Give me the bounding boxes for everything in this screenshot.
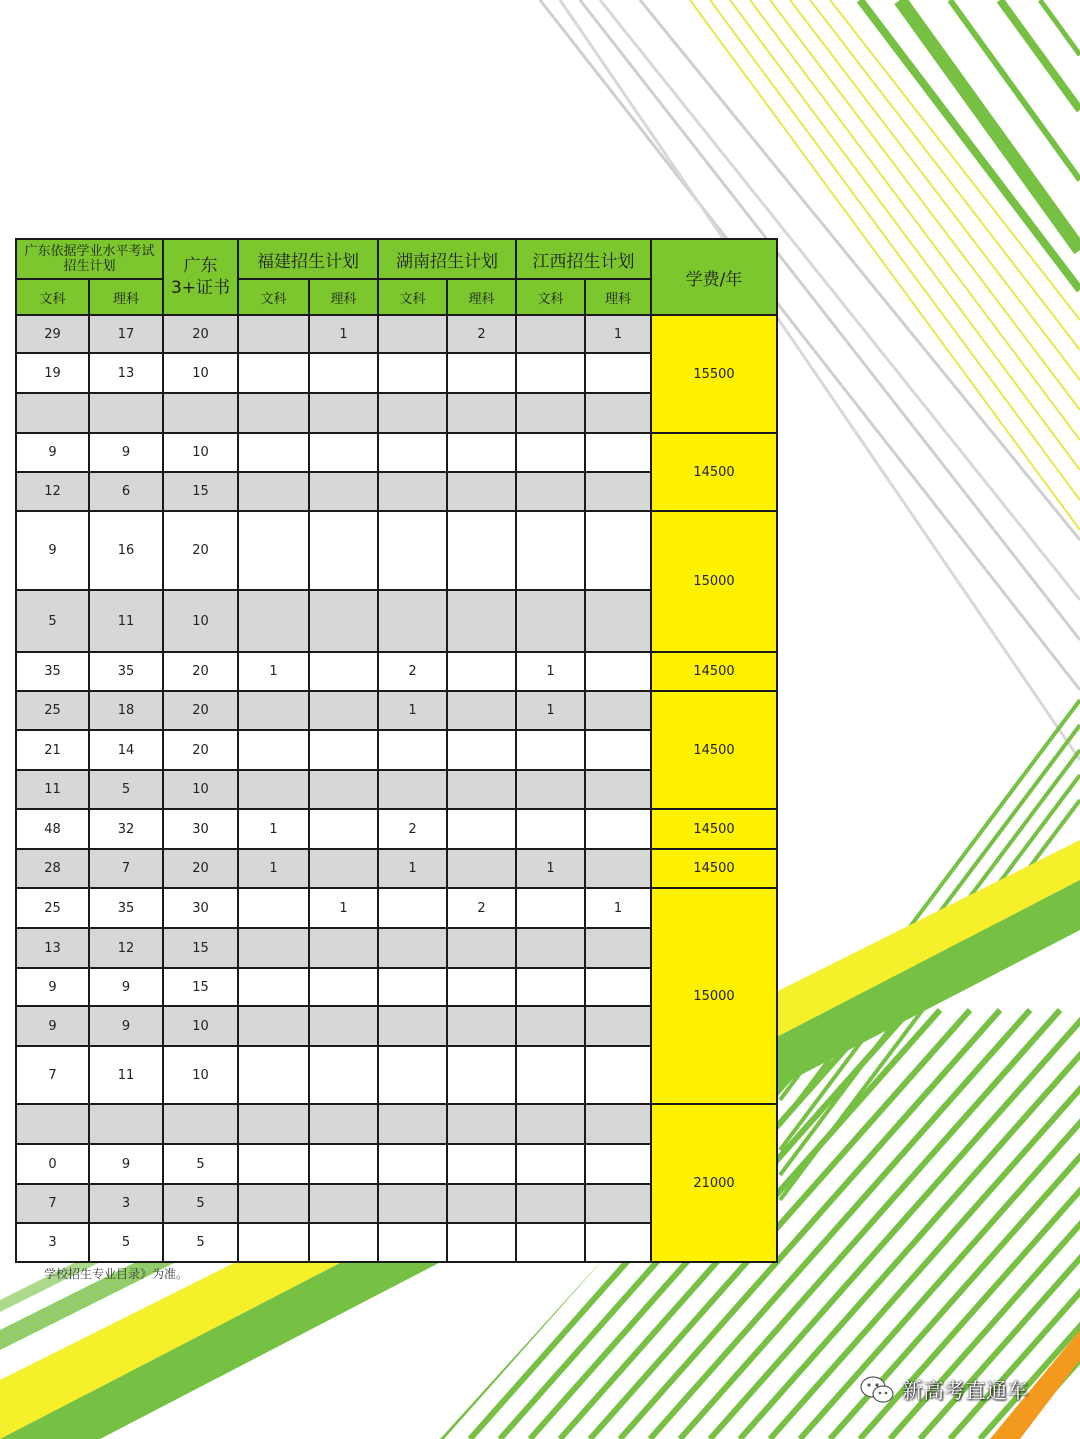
tuition-fee-cell: 15500 <box>651 315 777 433</box>
header-jx-wen: 文科 <box>516 279 585 315</box>
table-cell <box>447 353 516 393</box>
header-hunan-plan: 湖南招生计划 <box>378 239 516 279</box>
table-cell <box>309 1006 378 1046</box>
table-row <box>16 315 777 353</box>
table-cell <box>309 770 378 809</box>
header-fujian-plan: 福建招生计划 <box>238 239 378 279</box>
table-cell <box>378 730 447 770</box>
table-cell <box>238 928 309 968</box>
table-cell: 16 <box>89 511 163 590</box>
table-cell <box>309 968 378 1006</box>
header-gd-level-plan <box>16 239 163 279</box>
table-cell: 7 <box>16 1184 89 1223</box>
table-cell: 30 <box>163 888 238 928</box>
header-jx-li: 理科 <box>585 279 651 315</box>
table-cell <box>516 472 585 511</box>
table-cell <box>309 928 378 968</box>
table-cell: 9 <box>89 968 163 1006</box>
table-cell: 2 <box>447 315 516 353</box>
table-cell: 15 <box>163 928 238 968</box>
table-cell <box>163 393 238 433</box>
table-cell: 11 <box>16 770 89 809</box>
table-cell: 5 <box>16 590 89 652</box>
table-cell <box>447 433 516 472</box>
table-cell <box>447 652 516 691</box>
table-cell: 21 <box>16 730 89 770</box>
table-cell <box>89 1104 163 1144</box>
table-cell <box>378 1104 447 1144</box>
table-cell: 15 <box>163 472 238 511</box>
table-cell: 30 <box>163 809 238 849</box>
table-cell: 1 <box>378 691 447 730</box>
table-cell <box>309 1104 378 1144</box>
table-cell <box>585 652 651 691</box>
table-cell: 20 <box>163 315 238 353</box>
table-cell: 29 <box>16 315 89 353</box>
table-cell <box>378 1006 447 1046</box>
tuition-fee-cell: 14500 <box>651 652 777 691</box>
table-cell <box>238 511 309 590</box>
table-cell: 3 <box>16 1223 89 1262</box>
table-cell <box>378 1144 447 1184</box>
table-cell <box>378 1046 447 1104</box>
table-cell <box>378 511 447 590</box>
tuition-fee-cell: 15000 <box>651 511 777 652</box>
table-cell <box>516 590 585 652</box>
table-cell: 10 <box>163 353 238 393</box>
table-cell <box>309 809 378 849</box>
table-cell <box>309 691 378 730</box>
table-cell <box>516 353 585 393</box>
header-hn-li: 理科 <box>447 279 516 315</box>
table-cell <box>309 652 378 691</box>
table-cell: 9 <box>16 511 89 590</box>
table-cell <box>309 472 378 511</box>
table-cell <box>378 472 447 511</box>
table-cell <box>585 472 651 511</box>
table-cell: 2 <box>378 809 447 849</box>
table-cell: 20 <box>163 849 238 888</box>
table-row <box>16 849 777 888</box>
table-cell: 2 <box>378 652 447 691</box>
table-cell: 1 <box>516 691 585 730</box>
table-cell <box>309 353 378 393</box>
table-cell <box>447 1223 516 1262</box>
table-cell: 10 <box>163 1006 238 1046</box>
table-cell: 12 <box>89 928 163 968</box>
header-gd-li: 理科 <box>89 279 163 315</box>
table-cell <box>585 730 651 770</box>
tuition-fee-cell: 14500 <box>651 433 777 511</box>
table-row <box>16 691 777 730</box>
table-cell <box>447 511 516 590</box>
table-cell <box>516 1006 585 1046</box>
table-cell: 20 <box>163 652 238 691</box>
table-cell <box>447 1144 516 1184</box>
table-cell <box>89 393 163 433</box>
table-cell <box>447 730 516 770</box>
table-cell: 1 <box>585 888 651 928</box>
footnote: 学校招生专业目录》为准。 <box>44 1267 189 1281</box>
table-cell <box>238 968 309 1006</box>
table-cell: 28 <box>16 849 89 888</box>
table-cell <box>585 1006 651 1046</box>
table-cell <box>378 1184 447 1223</box>
table-cell: 20 <box>163 730 238 770</box>
table-cell: 11 <box>89 1046 163 1104</box>
table-cell <box>16 393 89 433</box>
table-cell <box>585 1046 651 1104</box>
table-cell: 9 <box>89 1144 163 1184</box>
table-body <box>16 315 777 1262</box>
table-cell: 35 <box>89 888 163 928</box>
table-cell <box>16 1104 89 1144</box>
watermark <box>860 1372 1028 1408</box>
table-cell <box>309 393 378 433</box>
table-cell: 18 <box>89 691 163 730</box>
table-cell: 14 <box>89 730 163 770</box>
table-cell: 9 <box>16 1006 89 1046</box>
table-cell: 5 <box>89 1223 163 1262</box>
table-cell <box>447 809 516 849</box>
header-gd-3-cert-label: 广东3+证书 <box>170 256 231 298</box>
header-fj-wen: 文科 <box>238 279 309 315</box>
table-cell <box>585 590 651 652</box>
table-cell <box>447 1006 516 1046</box>
table-cell <box>238 888 309 928</box>
tuition-fee-cell: 15000 <box>651 888 777 1104</box>
table-row <box>16 888 777 928</box>
table-cell: 7 <box>89 849 163 888</box>
table-cell <box>238 1184 309 1223</box>
table-cell <box>378 888 447 928</box>
table-cell: 5 <box>163 1184 238 1223</box>
table-cell <box>585 1104 651 1144</box>
table-cell <box>238 770 309 809</box>
table-cell <box>585 1184 651 1223</box>
tuition-fee-cell: 14500 <box>651 691 777 809</box>
header-fj-li: 理科 <box>309 279 378 315</box>
table-cell <box>378 1223 447 1262</box>
table-cell <box>238 353 309 393</box>
table-cell: 19 <box>16 353 89 393</box>
table-cell <box>238 472 309 511</box>
table-cell <box>447 691 516 730</box>
table-cell <box>516 730 585 770</box>
table-row <box>16 1104 777 1144</box>
table-row <box>16 511 777 590</box>
table-cell: 25 <box>16 888 89 928</box>
table-cell <box>378 590 447 652</box>
table-cell <box>238 1104 309 1144</box>
table-cell <box>378 968 447 1006</box>
table-cell: 7 <box>16 1046 89 1104</box>
table-cell <box>516 888 585 928</box>
table-cell <box>585 968 651 1006</box>
table-cell <box>585 1144 651 1184</box>
table-cell <box>516 315 585 353</box>
tuition-fee-cell: 14500 <box>651 809 777 849</box>
table-cell: 1 <box>238 652 309 691</box>
header-hn-wen: 文科 <box>378 279 447 315</box>
enrollment-plan-table <box>15 238 778 1263</box>
table-cell: 6 <box>89 472 163 511</box>
table-cell <box>238 315 309 353</box>
header-gd-3-cert <box>163 239 238 315</box>
table-cell <box>309 590 378 652</box>
table-cell <box>516 968 585 1006</box>
table-cell: 1 <box>238 849 309 888</box>
header-tuition-fee: 学费/年 <box>651 239 777 315</box>
table-row <box>16 809 777 849</box>
table-cell <box>309 730 378 770</box>
table-cell <box>238 691 309 730</box>
table-cell: 2 <box>447 888 516 928</box>
table-cell <box>447 590 516 652</box>
table-cell: 3 <box>89 1184 163 1223</box>
table-cell <box>447 1104 516 1144</box>
table-cell <box>309 1144 378 1184</box>
table-cell <box>516 928 585 968</box>
table-cell <box>378 393 447 433</box>
table-cell <box>163 1104 238 1144</box>
table-cell: 5 <box>89 770 163 809</box>
table-cell <box>378 315 447 353</box>
table-cell <box>585 511 651 590</box>
table-cell <box>516 809 585 849</box>
table-cell: 5 <box>163 1223 238 1262</box>
wechat-icon <box>860 1375 894 1405</box>
table-cell <box>585 691 651 730</box>
table-cell: 15 <box>163 968 238 1006</box>
header-jiangxi-plan: 江西招生计划 <box>516 239 651 279</box>
table-cell <box>516 433 585 472</box>
table-cell <box>378 928 447 968</box>
table-cell <box>238 433 309 472</box>
table-cell <box>585 433 651 472</box>
watermark-text: 新高考直通车 <box>902 1379 1028 1403</box>
table-cell: 1 <box>309 888 378 928</box>
table-cell: 9 <box>16 968 89 1006</box>
table-cell: 1 <box>378 849 447 888</box>
table-cell: 25 <box>16 691 89 730</box>
table-cell <box>447 1184 516 1223</box>
table-cell <box>585 393 651 433</box>
table-cell <box>585 928 651 968</box>
table-cell <box>238 1223 309 1262</box>
table-cell <box>516 393 585 433</box>
table-cell: 32 <box>89 809 163 849</box>
table-cell <box>447 393 516 433</box>
table-cell <box>309 511 378 590</box>
table-cell: 17 <box>89 315 163 353</box>
table-cell: 35 <box>89 652 163 691</box>
table-cell: 13 <box>16 928 89 968</box>
table-cell: 9 <box>16 433 89 472</box>
table-cell: 10 <box>163 433 238 472</box>
table-cell <box>309 1184 378 1223</box>
table-cell <box>238 1006 309 1046</box>
table-cell <box>516 1144 585 1184</box>
table-cell <box>238 393 309 433</box>
table-cell <box>447 968 516 1006</box>
table-cell <box>378 353 447 393</box>
header-gd-level-plan-label: 广东依据学业水平考试招生计划 <box>24 244 155 274</box>
table-cell: 1 <box>585 315 651 353</box>
table-cell: 48 <box>16 809 89 849</box>
table-cell <box>516 1046 585 1104</box>
table-cell: 1 <box>516 652 585 691</box>
table-cell <box>447 472 516 511</box>
header-gd-wen: 文科 <box>16 279 89 315</box>
table-cell <box>309 849 378 888</box>
table-cell <box>585 353 651 393</box>
table-cell <box>585 849 651 888</box>
table-cell: 0 <box>16 1144 89 1184</box>
table-cell <box>516 1223 585 1262</box>
table-cell: 1 <box>516 849 585 888</box>
table-cell <box>516 1104 585 1144</box>
tuition-fee-cell: 14500 <box>651 849 777 888</box>
table-cell <box>238 1144 309 1184</box>
table-cell <box>447 849 516 888</box>
table-cell: 10 <box>163 590 238 652</box>
table-cell: 5 <box>163 1144 238 1184</box>
table-cell <box>447 928 516 968</box>
table-cell <box>585 809 651 849</box>
tuition-fee-cell: 21000 <box>651 1104 777 1262</box>
table-cell <box>585 1223 651 1262</box>
table-row <box>16 433 777 472</box>
table-cell <box>585 770 651 809</box>
table-cell <box>378 433 447 472</box>
table-row <box>16 652 777 691</box>
table-cell <box>309 1046 378 1104</box>
table-cell <box>378 770 447 809</box>
table-cell: 10 <box>163 770 238 809</box>
table-cell: 35 <box>16 652 89 691</box>
table-cell <box>447 770 516 809</box>
table-cell <box>238 1046 309 1104</box>
table-cell <box>516 770 585 809</box>
table-cell: 9 <box>89 1006 163 1046</box>
table-cell: 1 <box>238 809 309 849</box>
table-cell: 12 <box>16 472 89 511</box>
table-cell <box>516 1184 585 1223</box>
table-cell: 9 <box>89 433 163 472</box>
table-cell <box>447 1046 516 1104</box>
table-cell: 13 <box>89 353 163 393</box>
table-cell: 10 <box>163 1046 238 1104</box>
table-cell <box>238 590 309 652</box>
table-cell: 1 <box>309 315 378 353</box>
table-cell <box>309 1223 378 1262</box>
table-cell <box>309 433 378 472</box>
table-cell: 11 <box>89 590 163 652</box>
table-cell: 20 <box>163 511 238 590</box>
table-cell: 20 <box>163 691 238 730</box>
table-cell <box>238 730 309 770</box>
table-cell <box>516 511 585 590</box>
